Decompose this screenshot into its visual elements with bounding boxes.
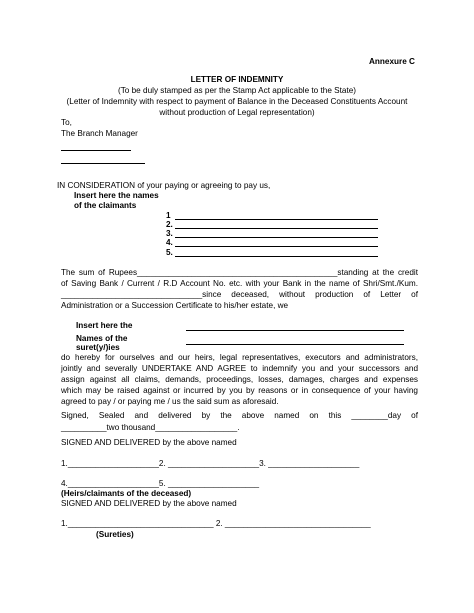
claimant-line (175, 237, 378, 238)
undertake-line: jointly and severally UNDERTAKE AND AGREE to indemnify you and your successors and (61, 364, 418, 373)
claimant-line (175, 256, 378, 257)
surety-line-1 (186, 330, 404, 331)
claimant-line (175, 246, 378, 247)
sum-line: of Saving Bank / Current / R.D Account No. etc. with your Bank in the name of Shri/Smt./Kum. (61, 279, 418, 288)
claimant-line (175, 228, 378, 229)
names-of-label: Names of the (76, 334, 128, 343)
claimant-number: 1 (166, 211, 171, 220)
claimant-number: 2. (166, 220, 173, 229)
undertake-line: do hereby for ourselves and our heirs, legal representatives, executors and administrators, (61, 353, 418, 362)
insert-sureties-label: Insert here the (76, 321, 133, 330)
heirs-signature-row-1: 1.____________________2. ____________________3. ____________________ (61, 459, 360, 468)
branch-manager: The Branch Manager (61, 129, 138, 138)
consideration-text: IN CONSIDERATION of your paying or agreeing to pay us, (57, 181, 271, 190)
heirs-signature-row-2: 4.____________________5. ____________________ (61, 479, 260, 488)
signed-delivered-heirs: SIGNED AND DELIVERED by the above named (61, 438, 237, 447)
document-title: LETTER OF INDEMNITY (190, 75, 284, 84)
signed-date-line: __________two thousand__________________. (61, 423, 240, 432)
sum-line: The sum of Rupees____________________________________________standing at the credit (61, 268, 418, 277)
sum-line: Administration or a Succession Certificate to his/her estate, we (61, 301, 289, 310)
address-line-2 (61, 163, 145, 164)
subtitle-legal: without production of Legal representation) (159, 108, 315, 117)
signed-delivered-sureties: SIGNED AND DELIVERED by the above named (61, 499, 237, 508)
heirs-caption: (Heirs/claimants of the deceased) (61, 489, 192, 498)
subtitle-stamp: (To be duly stamped as per the Stamp Act applicable to the State) (117, 86, 357, 95)
salutation-to: To, (61, 118, 72, 127)
insert-names-label: Insert here the names (74, 191, 159, 200)
claimant-number: 3. (166, 229, 173, 238)
sureties-caption: (Sureties) (96, 530, 134, 539)
undertake-line: which may be raised against or incurred by you by reasons or in consequence of your having (61, 386, 418, 395)
address-line-1 (61, 150, 131, 151)
surety-line-2 (186, 344, 404, 345)
claimant-line (175, 219, 378, 220)
claimant-number: 5. (166, 248, 173, 257)
sureties-signature-row: 1.________________________________ 2. ________________________________ (61, 519, 371, 528)
undertake-line: assign against all claims, demands, proceedings, losses, damages, charges and expenses (61, 375, 418, 384)
signed-sealed-line: Signed, Sealed and delivered by the above named on this ________day of (61, 411, 418, 420)
claimant-number: 4. (166, 238, 173, 247)
annexure-label: Annexure C (369, 57, 415, 66)
undertake-line: agreed to pay / or paying me / us the said sum as aforesaid. (61, 397, 279, 406)
sureties-label-text: suret(y/)ies (76, 343, 120, 352)
subtitle-purpose: (Letter of Indemnity with respect to payment of Balance in the Deceased Constituents Account (66, 97, 408, 106)
claimants-label: of the claimants (74, 201, 137, 210)
sum-line: _______________________________since deceased, without production of Letter of (61, 290, 418, 299)
